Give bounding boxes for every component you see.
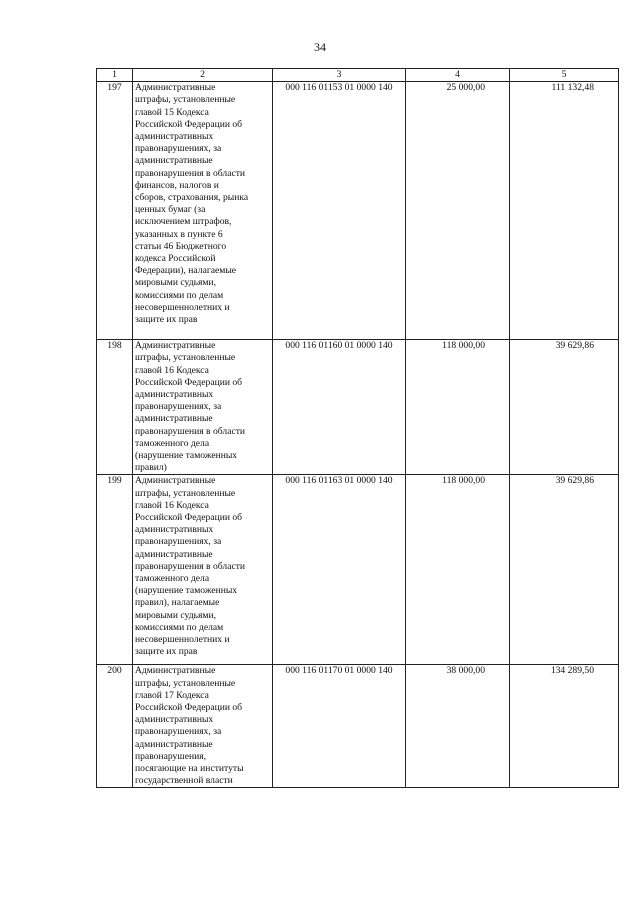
row-column-4-value: 25 000,00 (406, 82, 510, 340)
row-number: 200 (97, 665, 133, 788)
row-number: 199 (97, 475, 133, 665)
row-number: 197 (97, 82, 133, 340)
table-row (97, 82, 619, 340)
table-row (97, 475, 619, 665)
row-column-4-value: 118 000,00 (406, 475, 510, 665)
row-column-5-value: 134 289,50 (510, 665, 619, 788)
table-row (97, 665, 619, 788)
column-header-4: 4 (406, 69, 510, 82)
row-budget-code: 000 116 01163 01 0000 140 (273, 475, 406, 665)
budget-table (96, 68, 619, 788)
row-column-5-value: 111 132,48 (510, 82, 619, 340)
column-header-5: 5 (510, 69, 619, 82)
table-header-row (97, 69, 619, 82)
row-description: Административные штрафы, установленные главой 16 Кодекса Российской Федерации об административных правонарушениях, за административные правонарушения в области таможенного дела (нарушение таможенных правил) (133, 340, 273, 475)
row-description: Административные штрафы, установленные главой 16 Кодекса Российской Федерации об административных правонарушениях, за административные правонарушения в области таможенного дела (нарушение таможенных правил), налагаемые мировыми судьями, комиссиями по делам несовершеннолетних и защите их прав (133, 475, 273, 665)
row-column-4-value: 118 000,00 (406, 340, 510, 475)
column-header-2: 2 (133, 69, 273, 82)
row-budget-code: 000 116 01170 01 0000 140 (273, 665, 406, 788)
column-header-1: 1 (97, 69, 133, 82)
column-header-3: 3 (273, 69, 406, 82)
row-description: Административные штрафы, установленные главой 15 Кодекса Российской Федерации об административных правонарушениях, за административные правонарушения в области финансов, налогов и сборов, страхования, рынка ценных бумаг (за исключением штрафов, указанных в пункте 6 статьи 46 Бюджетного кодекса Российской Федерации), налагаемые мировыми судьями, комиссиями по делам несовершеннолетних и защите их прав (133, 82, 273, 340)
row-column-5-value: 39 629,86 (510, 475, 619, 665)
row-budget-code: 000 116 01153 01 0000 140 (273, 82, 406, 340)
row-column-5-value: 39 629,86 (510, 340, 619, 475)
row-budget-code: 000 116 01160 01 0000 140 (273, 340, 406, 475)
table-row (97, 340, 619, 475)
row-number: 198 (97, 340, 133, 475)
page-number: 34 (314, 40, 326, 54)
row-column-4-value: 38 000,00 (406, 665, 510, 788)
row-description: Административные штрафы, установленные главой 17 Кодекса Российской Федерации об административных правонарушениях, за административные правонарушения, посягающие на институты государственной власти (133, 665, 273, 788)
